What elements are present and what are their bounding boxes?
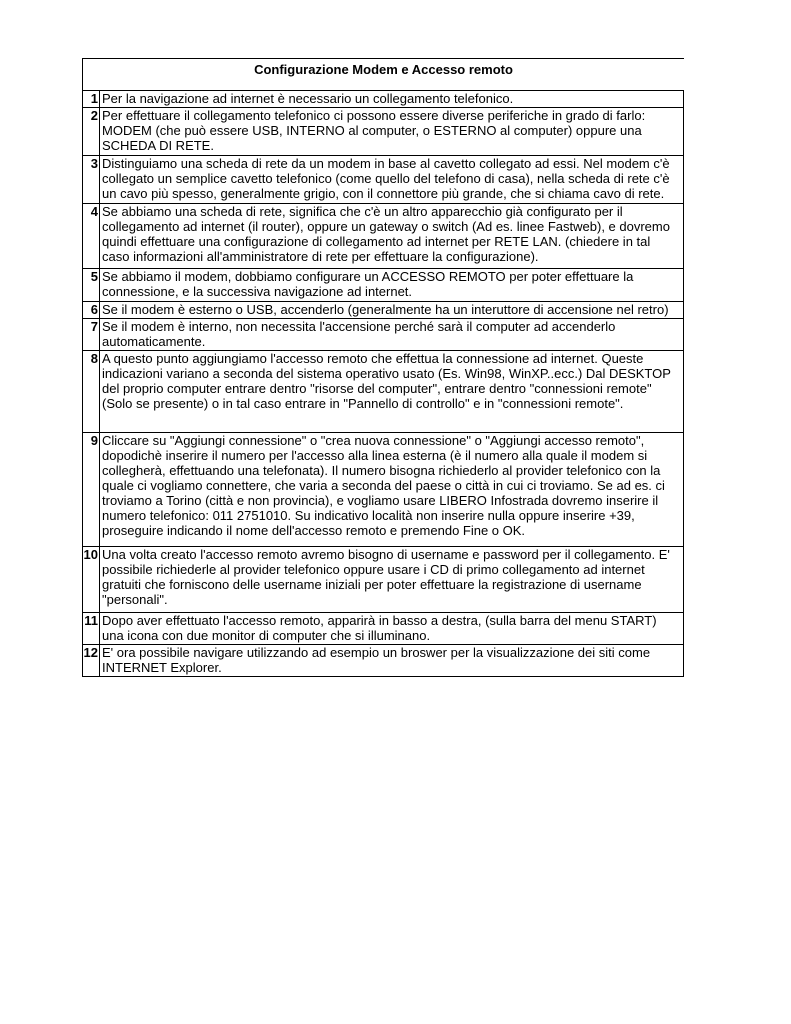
- row-text: Distinguiamo una scheda di rete da un modem in base al cavetto collegato ad essi. Nel modem c'è collegato un semplice cavetto telefonico (come quello del telefono di casa), nella scheda di rete c'è un cavo più spesso, generalmente grigio, con il connettore più grande, che si chiama cavo di rete.: [100, 156, 684, 204]
- row-text: Una volta creato l'accesso remoto avremo bisogno di username e password per il collegamento. E' possibile richiederle al provider telefonico oppure usare i CD di primo collegamento ad internet gratuiti che forniscono delle username iniziali per poter effettuare la registrazione di username "personali".: [100, 547, 684, 613]
- row-text: Se il modem è interno, non necessita l'accensione perché sarà il computer ad accenderlo automaticamente.: [100, 319, 684, 351]
- table-row: [83, 156, 684, 204]
- row-number: 6: [83, 302, 100, 319]
- row-text: Se abbiamo il modem, dobbiamo configurare un ACCESSO REMOTO per poter effettuare la connessione, e la successiva navigazione ad internet.: [100, 269, 684, 302]
- row-number: 1: [83, 91, 100, 108]
- row-number: 10: [83, 547, 100, 613]
- table-row: [83, 433, 684, 547]
- row-number: 7: [83, 319, 100, 351]
- row-text: A questo punto aggiungiamo l'accesso remoto che effettua la connessione ad internet. Queste indicazioni variano a seconda del sistema operativo usato (Es. Win98, WinXP..ecc.) Dal DESKTOP del proprio computer entrare dentro "risorse del computer", entrare dentro "connessioni remote" (Solo se presente) o in tal caso entrare in "Pannello di controllo" e in "connessioni remote".: [100, 351, 684, 433]
- row-number: 4: [83, 204, 100, 269]
- steps-table: [82, 90, 684, 677]
- row-text: Per effettuare il collegamento telefonico ci possono essere diverse periferiche in grado di farlo: MODEM (che può essere USB, INTERNO al computer, o ESTERNO al computer) oppure una SCHEDA DI RETE.: [100, 108, 684, 156]
- row-number: 11: [83, 613, 100, 645]
- table-row: [83, 351, 684, 433]
- table-row: [83, 91, 684, 108]
- table-row: [83, 204, 684, 269]
- row-number: 9: [83, 433, 100, 547]
- table-row: [83, 108, 684, 156]
- row-number: 2: [83, 108, 100, 156]
- row-number: 12: [83, 645, 100, 677]
- row-text: Per la navigazione ad internet è necessario un collegamento telefonico.: [100, 91, 684, 108]
- row-text: Dopo aver effettuato l'accesso remoto, apparirà in basso a destra, (sulla barra del menu START) una icona con due monitor di computer che si illuminano.: [100, 613, 684, 645]
- table-row: [83, 269, 684, 302]
- row-text: Se abbiamo una scheda di rete, significa che c'è un altro apparecchio già configurato per il collegamento ad internet (il router), oppure un gateway o switch (Ad es. linee Fastweb), e dovremo quindi effettuare una configurazione di collegamento ad internet per RETE LAN. (chiedere in tal caso informazioni all'amministratore di rete per effettuare la configurazione).: [100, 204, 684, 269]
- title-cell: [82, 58, 684, 90]
- table-row: [83, 547, 684, 613]
- page-title: Configurazione Modem e Accesso remoto: [254, 62, 513, 77]
- table-row: [83, 613, 684, 645]
- row-number: 5: [83, 269, 100, 302]
- table-row: [83, 645, 684, 677]
- row-text: Cliccare su "Aggiungi connessione" o "crea nuova connessione" o "Aggiungi accesso remoto", dopodichè inserire il numero per l'accesso alla linea esterna (è il numero alla quale il modem si collegherà, effettuando una telefonata). Il numero bisogna richiederlo al provider telefonico con la quale ci vogliamo connettere, che varia a seconda del paese o città in cui ci troviamo. Se ad es. ci troviamo a Torino (città e non provincia), e vogliamo usare LIBERO Infostrada dovremo inserire il numero telefonico: 011 2751010. Su indicativo località non inserire nulla oppure inserire +39, proseguire indicando il nome dell'accesso remoto e premendo Fine o OK.: [100, 433, 684, 547]
- row-text: E' ora possibile navigare utilizzando ad esempio un broswer per la visualizzazione dei siti come INTERNET Explorer.: [100, 645, 684, 677]
- table-row: [83, 302, 684, 319]
- row-number: 3: [83, 156, 100, 204]
- table-row: [83, 319, 684, 351]
- row-number: 8: [83, 351, 100, 433]
- document-sheet: [82, 58, 684, 677]
- row-text: Se il modem è esterno o USB, accenderlo (generalmente ha un interuttore di accensione nel retro): [100, 302, 684, 319]
